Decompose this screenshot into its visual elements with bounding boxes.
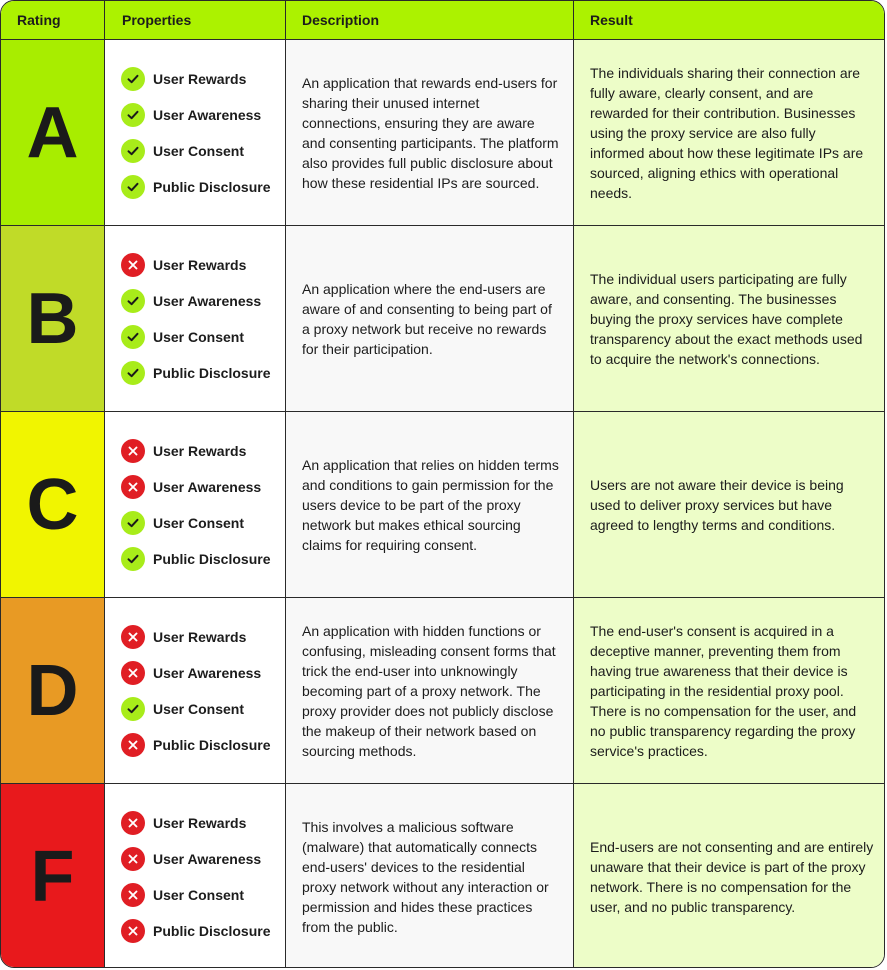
- cross-icon: [121, 661, 145, 685]
- result-text: The individual users participating are fully aware, and consenting. The businesses buying the proxy services have complete transparency about the exact methods used to acquire the network's connections.: [590, 270, 863, 367]
- table-row: [1, 226, 885, 412]
- property-item: [121, 505, 285, 541]
- property-label: User Consent: [153, 328, 245, 345]
- property-label: User Awareness: [153, 106, 262, 123]
- property-item: [121, 247, 285, 283]
- cross-icon: [121, 439, 145, 463]
- properties-list: [105, 40, 285, 225]
- property-label: User Awareness: [153, 664, 262, 681]
- property-label: Public Disclosure: [153, 550, 271, 567]
- property-label: User Consent: [153, 514, 245, 531]
- property-label: User Awareness: [153, 478, 262, 495]
- property-label: User Rewards: [153, 814, 247, 831]
- result-text: The individuals sharing their connection are fully aware, clearly consent, and are rewarded for their contribution. Businesses using the proxy service are also fully informed about how these legitimate IPs are sourced, aligning ethics with operational needs.: [590, 64, 864, 201]
- table-row: [1, 784, 885, 968]
- table-header: [1, 1, 885, 40]
- cross-icon: [121, 811, 145, 835]
- column-divider: [104, 1, 105, 968]
- rating-grade: B: [1, 226, 104, 411]
- property-label: Public Disclosure: [153, 364, 271, 381]
- property-label: User Awareness: [153, 292, 262, 309]
- check-icon: [121, 697, 145, 721]
- property-label: User Rewards: [153, 256, 247, 273]
- description-text: An application that relies on hidden terms and conditions to gain permission for the users device to be part of the proxy network but makes ethical sourcing claims for requiring consent.: [302, 456, 559, 553]
- cross-icon: [121, 475, 145, 499]
- check-icon: [121, 103, 145, 127]
- header-result: Result: [590, 12, 633, 28]
- property-label: User Consent: [153, 886, 245, 903]
- result-text: The end-user's consent is acquired in a deceptive manner, preventing them from having true awareness that their device is participating in the residential proxy pool. There is no compensation for the user, and no public transparency regarding the proxy service's practices.: [590, 622, 857, 759]
- property-item: [121, 805, 285, 841]
- property-label: User Consent: [153, 142, 245, 159]
- column-divider: [285, 1, 286, 968]
- check-icon: [121, 289, 145, 313]
- check-icon: [121, 175, 145, 199]
- table-row: [1, 412, 885, 598]
- property-label: Public Disclosure: [153, 922, 271, 939]
- property-item: [121, 283, 285, 319]
- description-cell: [286, 412, 573, 597]
- description-text: This involves a malicious software (malware) that automatically connects end-users' devices to the residential proxy network without any interaction or permission and hides these practices from the public.: [302, 818, 549, 935]
- description-cell: [286, 784, 573, 968]
- property-item: [121, 133, 285, 169]
- header-properties: Properties: [122, 12, 192, 28]
- properties-list: [105, 226, 285, 411]
- result-cell: [574, 40, 885, 225]
- properties-list: [105, 784, 285, 968]
- cross-icon: [121, 733, 145, 757]
- cross-icon: [121, 253, 145, 277]
- property-label: User Rewards: [153, 628, 247, 645]
- property-item: [121, 355, 285, 391]
- check-icon: [121, 325, 145, 349]
- result-text: End-users are not consenting and are entirely unaware that their device is part of the proxy network. There is no compensation for the user, and no public transparency.: [590, 838, 874, 915]
- properties-list: [105, 598, 285, 783]
- rating-grade: C: [1, 412, 104, 597]
- property-label: User Rewards: [153, 442, 247, 459]
- check-icon: [121, 547, 145, 571]
- property-label: User Rewards: [153, 70, 247, 87]
- result-text: Users are not aware their device is being used to deliver proxy services but have agreed to lengthy terms and conditions.: [590, 476, 844, 533]
- property-item: [121, 619, 285, 655]
- property-label: User Awareness: [153, 850, 262, 867]
- header-description: Description: [302, 12, 380, 28]
- property-item: [121, 169, 285, 205]
- property-label: User Consent: [153, 700, 245, 717]
- cross-icon: [121, 625, 145, 649]
- property-label: Public Disclosure: [153, 178, 271, 195]
- property-item: [121, 691, 285, 727]
- rating-grade: F: [1, 784, 104, 968]
- result-cell: [574, 784, 885, 968]
- cross-icon: [121, 883, 145, 907]
- cross-icon: [121, 847, 145, 871]
- property-item: [121, 655, 285, 691]
- check-icon: [121, 139, 145, 163]
- result-cell: [574, 226, 885, 411]
- property-item: [121, 913, 285, 949]
- result-cell: [574, 598, 885, 783]
- property-item: [121, 97, 285, 133]
- property-item: [121, 877, 285, 913]
- property-item: [121, 841, 285, 877]
- rating-grade: A: [1, 40, 104, 225]
- property-item: [121, 433, 285, 469]
- check-icon: [121, 67, 145, 91]
- description-cell: [286, 226, 573, 411]
- property-item: [121, 319, 285, 355]
- description-text: An application with hidden functions or confusing, misleading consent forms that trick the end-user into unknowingly becoming part of a proxy network. The proxy provider does not publicly disclose the makeup of their network based on sourcing methods.: [302, 622, 556, 759]
- property-item: [121, 541, 285, 577]
- description-text: An application that rewards end-users for sharing their unused internet connections, ensuring they are aware and consenting participants. The platform also provides full public disclosure about how these residential IPs are sourced.: [302, 74, 559, 191]
- property-label: Public Disclosure: [153, 736, 271, 753]
- result-cell: [574, 412, 885, 597]
- description-cell: [286, 598, 573, 783]
- header-rating: Rating: [17, 12, 61, 28]
- check-icon: [121, 361, 145, 385]
- table-row: [1, 40, 885, 226]
- property-item: [121, 727, 285, 763]
- check-icon: [121, 511, 145, 535]
- rating-grade: D: [1, 598, 104, 783]
- description-text: An application where the end-users are aware of and consenting to being part of a proxy network but receive no rewards for their participation.: [302, 280, 552, 357]
- property-item: [121, 61, 285, 97]
- description-cell: [286, 40, 573, 225]
- cross-icon: [121, 919, 145, 943]
- properties-list: [105, 412, 285, 597]
- property-item: [121, 469, 285, 505]
- table-row: [1, 598, 885, 784]
- column-divider: [573, 1, 574, 968]
